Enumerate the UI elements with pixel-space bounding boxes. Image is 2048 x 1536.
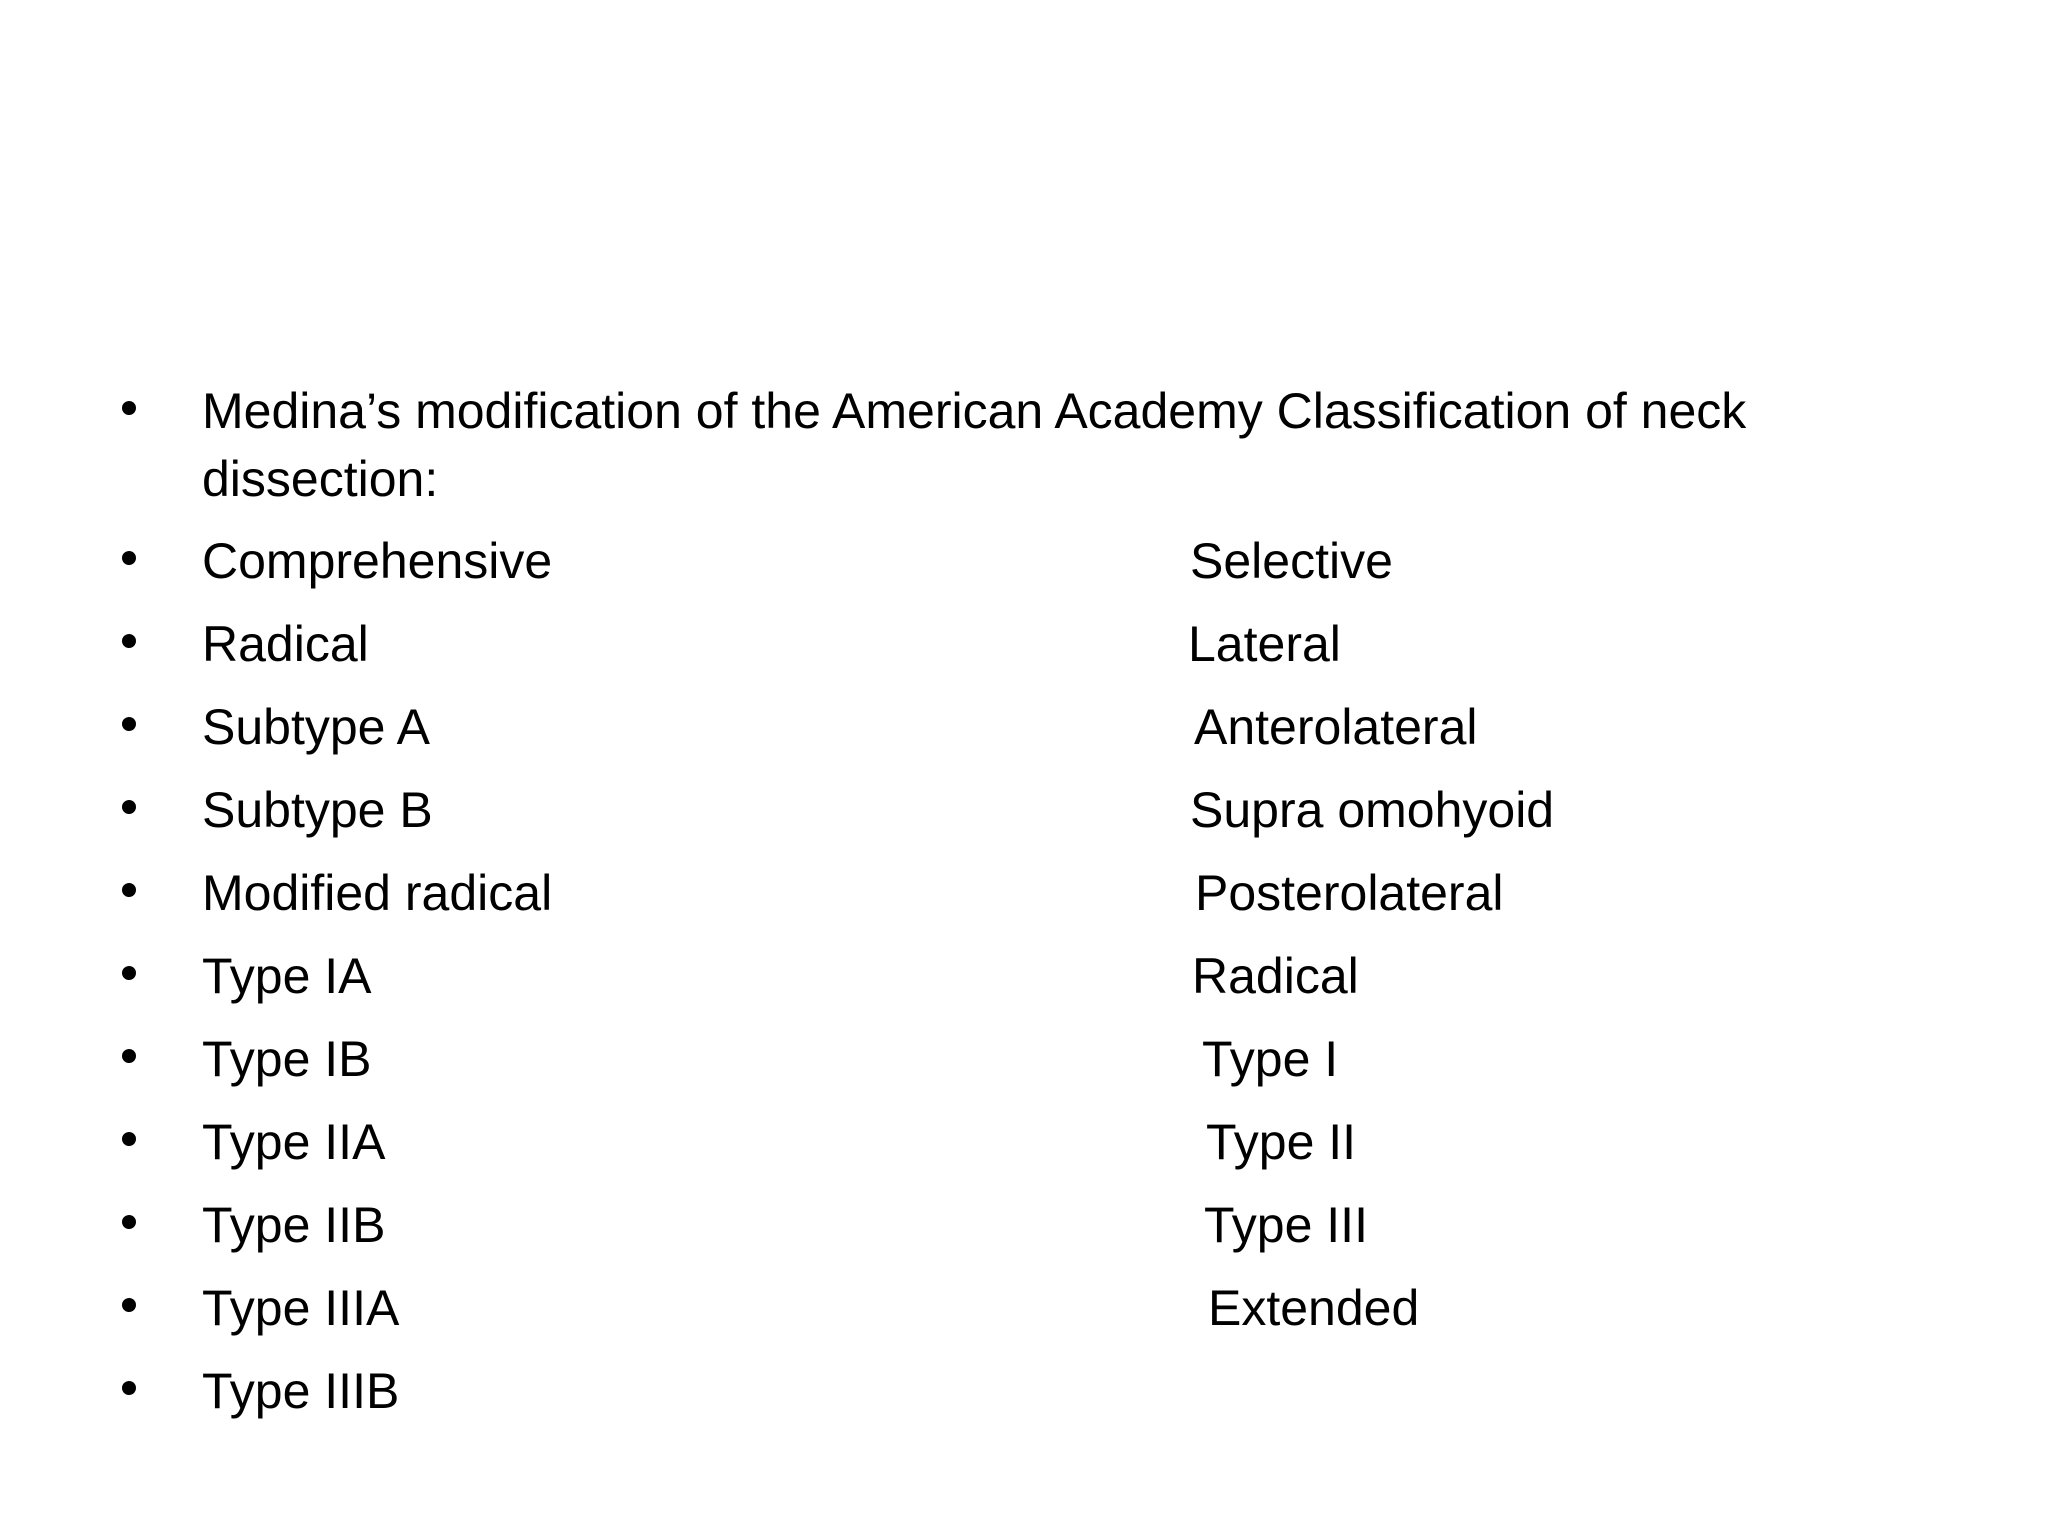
- bullet-icon: [122, 634, 136, 648]
- right-item-text: Lateral: [1188, 616, 1341, 672]
- bullet-icon: [122, 1381, 136, 1395]
- bullet-icon: [122, 1298, 136, 1312]
- bullet-icon: [122, 883, 136, 897]
- left-item-text: Subtype B: [202, 782, 433, 838]
- list-item: [0, 859, 2048, 929]
- bullet-icon: [122, 1049, 136, 1063]
- right-item-text: Radical: [1192, 948, 1359, 1004]
- list-item: [0, 693, 2048, 763]
- left-item-text: Modified radical: [202, 865, 553, 921]
- left-item-text: Comprehensive: [202, 533, 553, 589]
- left-item-text: Type IIA: [202, 1114, 386, 1170]
- right-item-text: Type I: [1202, 1031, 1339, 1087]
- right-item-text: Type III: [1204, 1197, 1368, 1253]
- list-item: [0, 1191, 2048, 1261]
- list-item: [0, 776, 2048, 846]
- right-item-text: Supra omohyoid: [1190, 782, 1555, 838]
- right-item-text: Posterolateral: [1195, 865, 1504, 921]
- list-item: [0, 1108, 2048, 1178]
- intro-row: [0, 377, 2048, 517]
- right-item-text: Extended: [1208, 1280, 1420, 1336]
- list-item: [0, 942, 2048, 1012]
- list-item: [0, 1025, 2048, 1095]
- list-item: [0, 1357, 2048, 1427]
- bullet-icon: [122, 800, 136, 814]
- left-item-text: Type IIIA: [202, 1280, 400, 1336]
- list-item: [0, 1274, 2048, 1344]
- right-item-text: Anterolateral: [1194, 699, 1478, 755]
- bullet-icon: [122, 401, 136, 415]
- right-item-text: Selective: [1190, 533, 1393, 589]
- left-item-text: Subtype A: [202, 699, 430, 755]
- intro-text: Medina’s modification of the American Academy Classification of neck dissection:: [202, 383, 1747, 507]
- bullet-icon: [122, 966, 136, 980]
- bullet-icon: [122, 717, 136, 731]
- left-item-text: Type IA: [202, 948, 372, 1004]
- left-item-text: Type IIB: [202, 1197, 386, 1253]
- right-item-text: Type II: [1206, 1114, 1357, 1170]
- bullet-icon: [122, 1132, 136, 1146]
- bullet-icon: [122, 551, 136, 565]
- bullet-icon: [122, 1215, 136, 1229]
- list-item: [0, 610, 2048, 680]
- left-item-text: Type IIIB: [202, 1363, 400, 1419]
- left-item-text: Radical: [202, 616, 369, 672]
- left-item-text: Type IB: [202, 1031, 372, 1087]
- list-item: [0, 527, 2048, 597]
